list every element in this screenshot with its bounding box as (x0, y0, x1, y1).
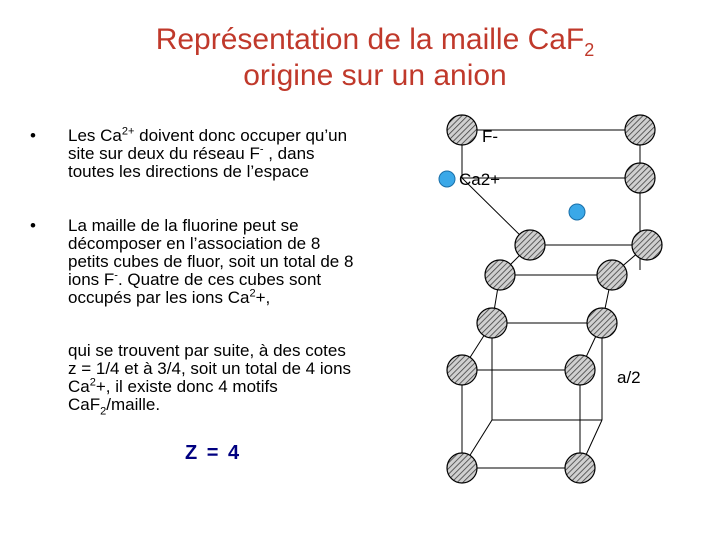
explanation-paragraph: qui se trouvent par suite, à des cotes z = 1/4 et à 3/4, soit un total de 4 ions $Ca^2+$, il existe donc 4 motifs CaF$_2$/maille. (68, 341, 352, 418)
f-ion (565, 453, 595, 483)
bullet-1: • Les $Ca^{2+}$ doivent donc occuper qu’un site sur deux du réseau F- , dans toutes les directions de l’espace (30, 125, 348, 181)
ca-ion (569, 204, 585, 220)
f-ion (625, 163, 655, 193)
z-value: Z = 4 (185, 442, 242, 464)
f-ion (597, 260, 627, 290)
bullet-2: • La maille de la fluorine peut se décomposer en l’association de 8 petits cubes de fluor, soit un total de 8 ions F-. Quatre de ces cubes sont occupés par les ions $Ca^2+$, (30, 216, 354, 307)
title-line-2: origine sur un anion (243, 59, 507, 92)
f-ion (587, 308, 617, 338)
f-ion (515, 230, 545, 260)
bullet-dot: • (30, 216, 36, 235)
edge-length-label: a/2 (617, 368, 641, 387)
bullet-dot: • (30, 126, 36, 145)
f-ion (632, 230, 662, 260)
f-ion (477, 308, 507, 338)
f-ion (565, 355, 595, 385)
title-line-1: Représentation de la maille CaF$_2$ (155, 23, 595, 60)
f-ion (447, 115, 477, 145)
f-ion (447, 453, 477, 483)
legend-calcium-label: Ca2+ (459, 170, 501, 189)
ca-ion-legend (439, 171, 455, 187)
f-ion (625, 115, 655, 145)
f-ion (485, 260, 515, 290)
legend-fluoride-label: F- (482, 127, 499, 146)
f-ion (447, 355, 477, 385)
